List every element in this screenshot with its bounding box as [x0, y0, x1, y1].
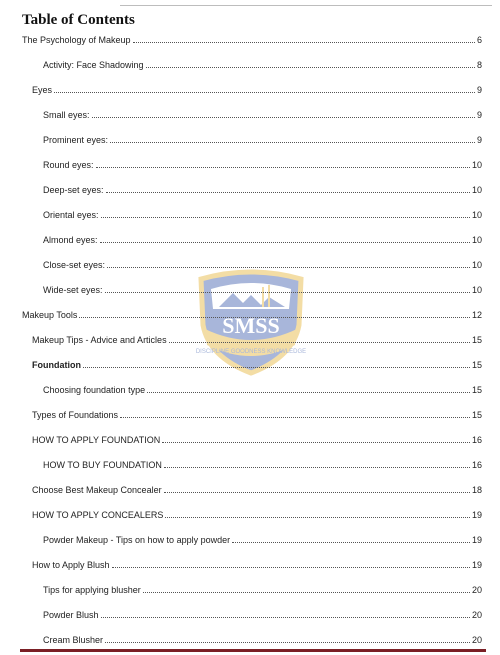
toc-entry[interactable]: The Psychology of Makeup 6	[22, 35, 482, 45]
toc-entry[interactable]: Tips for applying blusher 20	[43, 585, 482, 595]
toc-entry[interactable]: Wide-set eyes: 10	[43, 285, 482, 295]
footer-rule	[20, 649, 486, 652]
toc-entry[interactable]: Foundation 15	[32, 360, 482, 370]
header-rule	[120, 5, 492, 6]
toc-entry[interactable]: Small eyes: 9	[43, 110, 482, 120]
toc-entry[interactable]: HOW TO APPLY CONCEALERS 19	[32, 510, 482, 520]
toc-entry[interactable]: Oriental eyes: 10	[43, 210, 482, 220]
toc-entry[interactable]: Eyes 9	[32, 85, 482, 95]
toc-entry[interactable]: Types of Foundations 15	[32, 410, 482, 420]
toc-entry[interactable]: Round eyes: 10	[43, 160, 482, 170]
toc-entry[interactable]: Cream Blusher 20	[43, 635, 482, 645]
watermark-motto: DISCIPLINE GOODNESS KNOWLEDGE	[195, 349, 307, 355]
toc-entry[interactable]: Powder Makeup - Tips on how to apply powder 19	[43, 535, 482, 545]
toc-entry[interactable]: How to Apply Blush 19	[32, 560, 482, 570]
toc-entry[interactable]: Makeup Tools 12	[22, 310, 482, 320]
toc-entry[interactable]: Activity: Face Shadowing 8	[43, 60, 482, 70]
toc-entry[interactable]: HOW TO APPLY FOUNDATION 16	[32, 435, 482, 445]
toc-entry[interactable]: HOW TO BUY FOUNDATION 16	[43, 460, 482, 470]
toc-entry[interactable]: Choosing foundation type 15	[43, 385, 482, 395]
toc-entry[interactable]: Close-set eyes: 10	[43, 260, 482, 270]
toc-entry[interactable]: Choose Best Makeup Concealer 18	[32, 485, 482, 495]
toc-entry[interactable]: Makeup Tips - Advice and Articles 15	[32, 335, 482, 345]
toc-entry[interactable]: Deep-set eyes: 10	[43, 185, 482, 195]
toc-entry[interactable]: Almond eyes: 10	[43, 235, 482, 245]
toc-entry[interactable]: Powder Blush 20	[43, 610, 482, 620]
toc-title: Table of Contents	[22, 12, 135, 28]
watermark-text: SMSS	[222, 313, 280, 338]
toc-entry[interactable]: Prominent eyes: 9	[43, 135, 482, 145]
